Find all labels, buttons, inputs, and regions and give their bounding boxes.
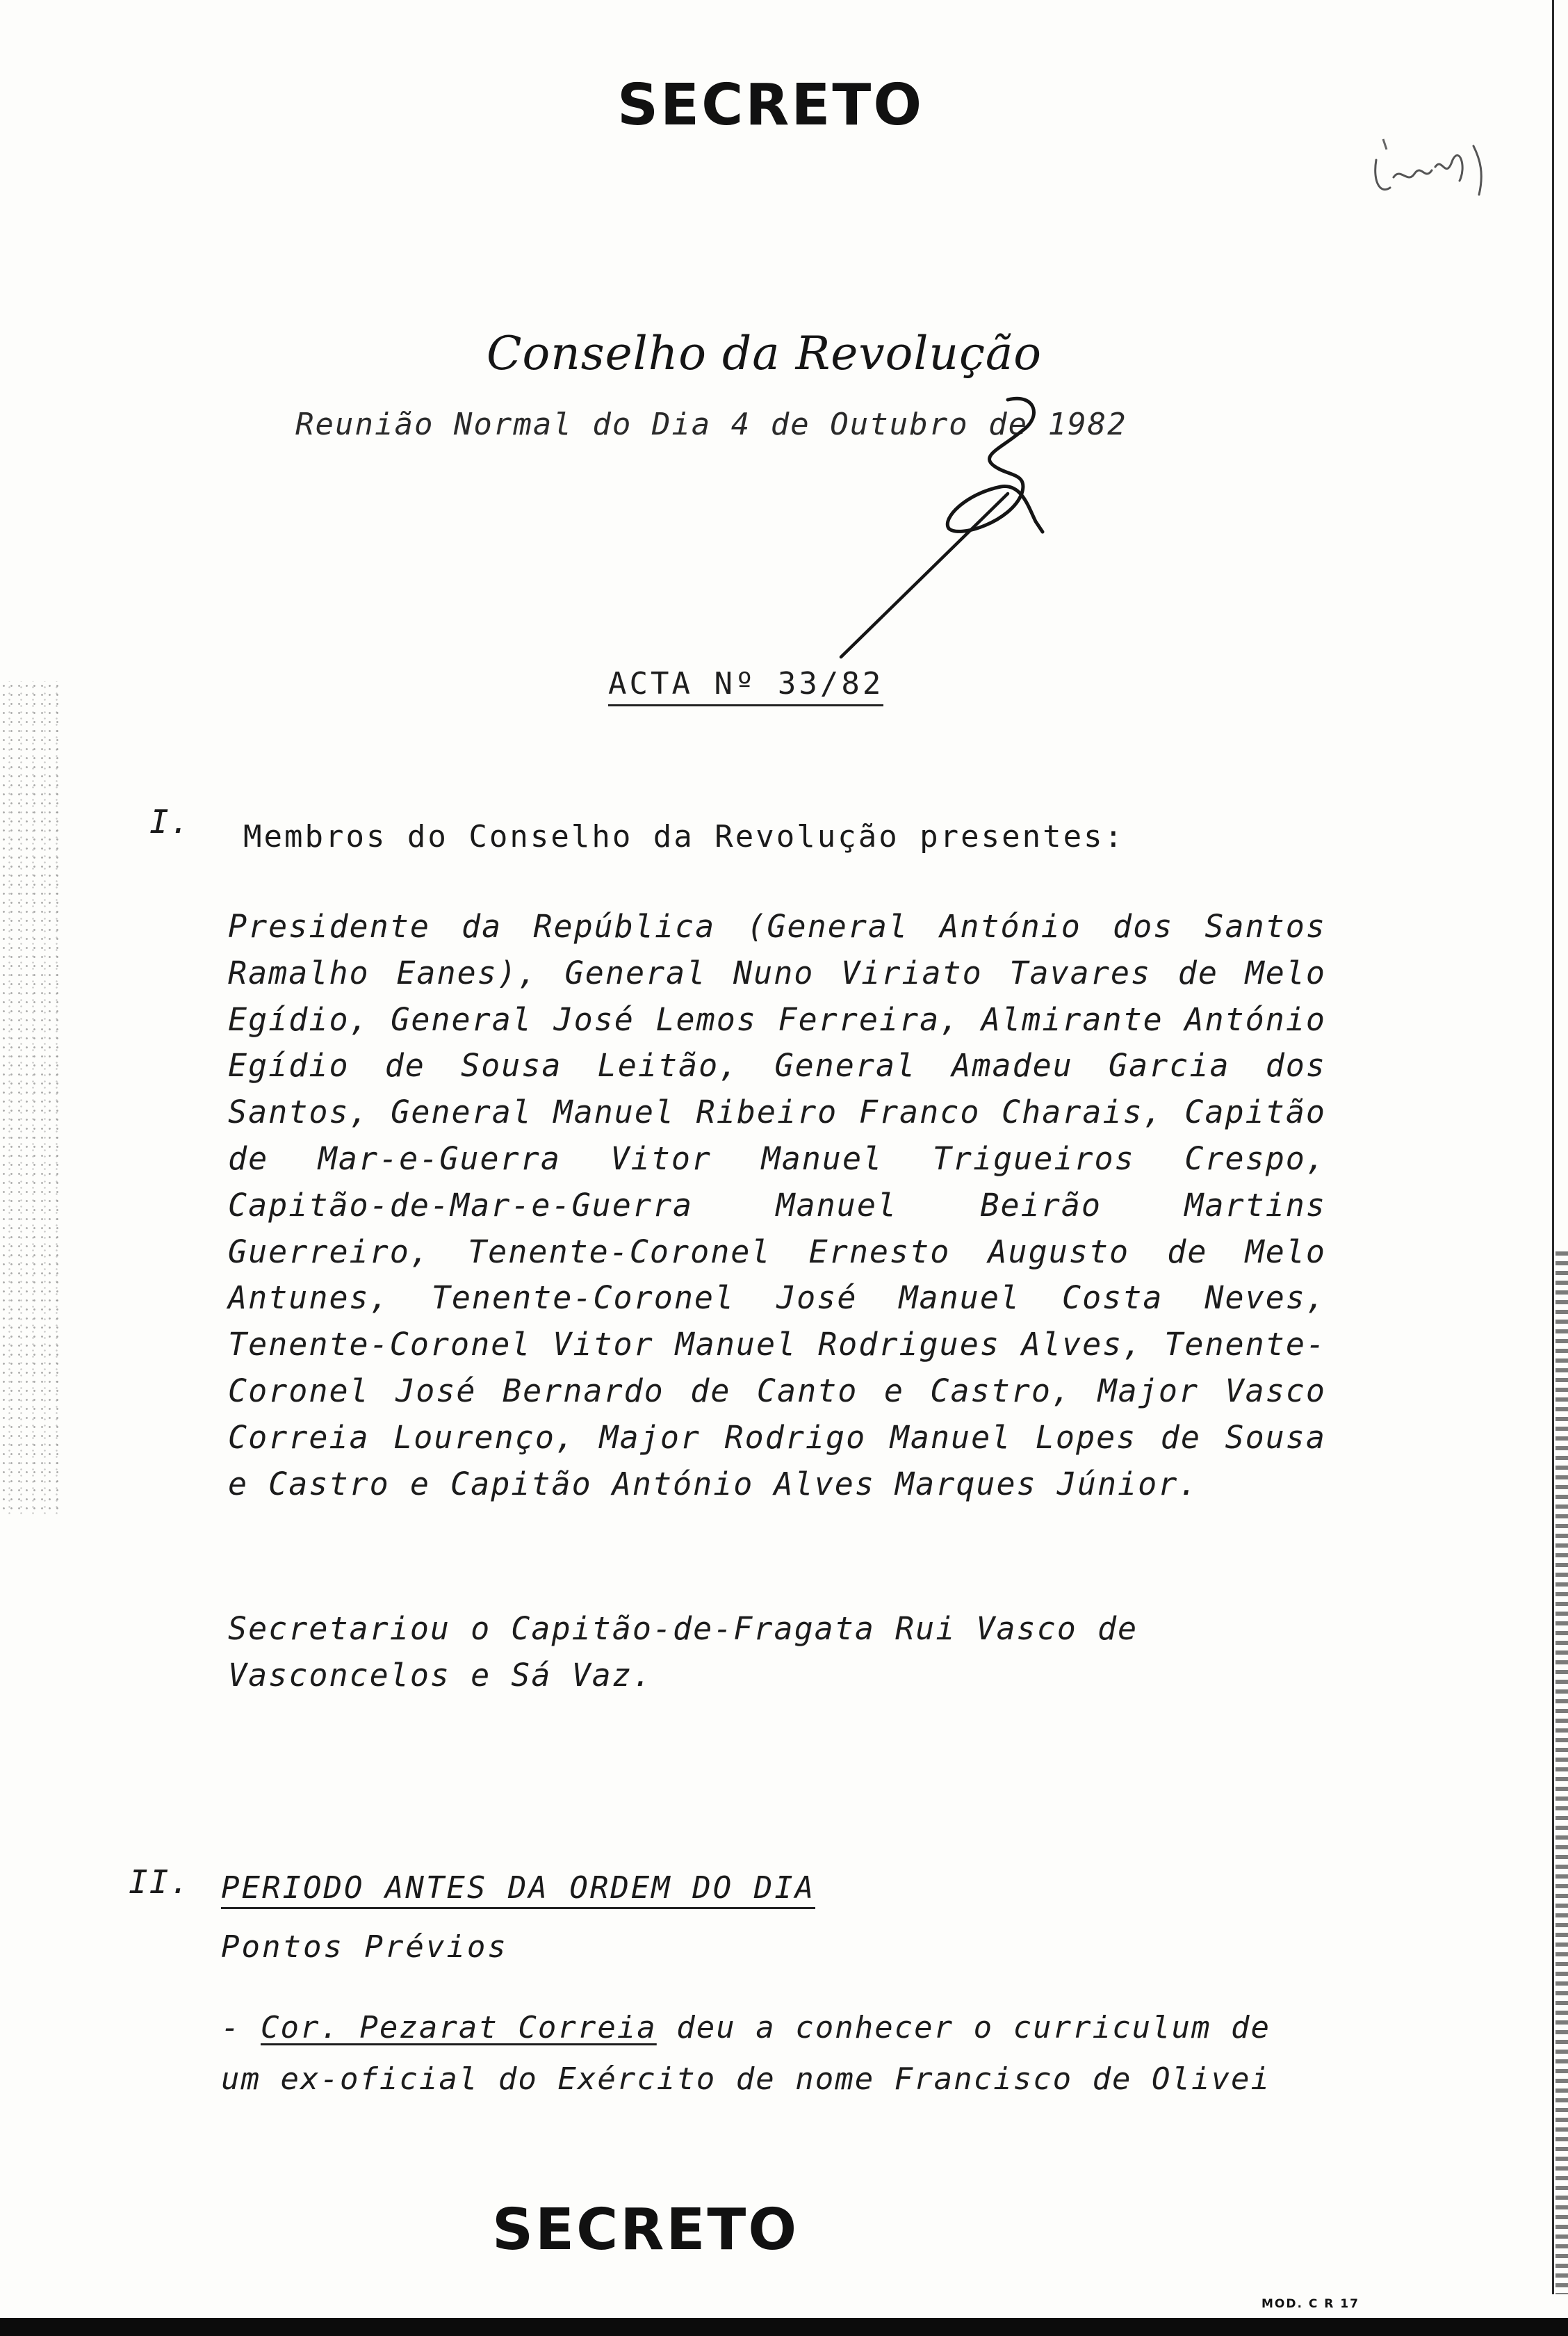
scan-bottom-edge bbox=[0, 2318, 1568, 2336]
council-title: Conselho da Revolução bbox=[487, 327, 1043, 380]
acta-number: ACTA Nº 33/82 bbox=[608, 666, 883, 706]
members-heading: Membros do Conselho da Revolução presentes: bbox=[243, 819, 1125, 854]
scan-edge-marks bbox=[1555, 1251, 1568, 2294]
margin-annotation bbox=[1362, 118, 1501, 222]
section-number-2: II. bbox=[129, 1863, 191, 1901]
point-speaker: Cor. Pezarat Correia bbox=[260, 2010, 657, 2045]
subheading-previous-points: Pontos Prévios bbox=[221, 1929, 508, 1965]
form-code: MOD. C R 17 bbox=[1261, 2297, 1359, 2311]
members-list: Presidente da República (General António dos Santos Ramalho Eanes), General Nuno Viriato Tavares de Melo Egídio, General José Lemos Ferreira, Almirante António Egídio de Sousa Leitão, General Amadeu Garcia dos Santos, General Manuel Ribeiro Franco Charais, Capitão de Mar-e-Guerra Vitor Manuel Trigueiros Crespo, Capitão-de-Mar-e-Guerra Manuel Beirão Martins Guerreiro, Tenente-Coronel Ernesto Augusto de Melo Antunes, Tenente-Coronel José Manuel Costa Neves, Tenente-Coronel Vitor Manuel Rodrigues Alves, Tenente-Coronel José Bernardo de Canto e Castro, Major Vasco Correia Lourenço, Major Rodrigo Manuel Lopes de Sousa e Castro e Capitão António Alves Marques Júnior. bbox=[228, 908, 1326, 1502]
meeting-date-line: Reunião Normal do Dia 4 de Outubro de 1982 bbox=[295, 407, 1127, 442]
point-text: deu a conhecer o curriculum de um ex-oficial do Exército de nome Francisco de Olivei bbox=[221, 2010, 1271, 2097]
classification-stamp-top: SECRETO bbox=[617, 72, 924, 138]
section-title: PERIODO ANTES DA ORDEM DO DIA bbox=[221, 1870, 815, 1909]
scan-speckle bbox=[0, 681, 63, 1516]
section-number-1: I. bbox=[149, 803, 191, 841]
scan-edge-line bbox=[1552, 0, 1554, 2294]
classification-stamp-bottom: SECRETO bbox=[492, 2197, 799, 2263]
point-item bbox=[221, 2002, 1305, 2105]
secretary-paragraph: Secretariou o Capitão-de-Fragata Rui Vasco de Vasconcelos e Sá Vaz. bbox=[228, 1610, 1138, 1694]
signature bbox=[799, 389, 1063, 667]
point-dash: - bbox=[221, 2010, 261, 2045]
